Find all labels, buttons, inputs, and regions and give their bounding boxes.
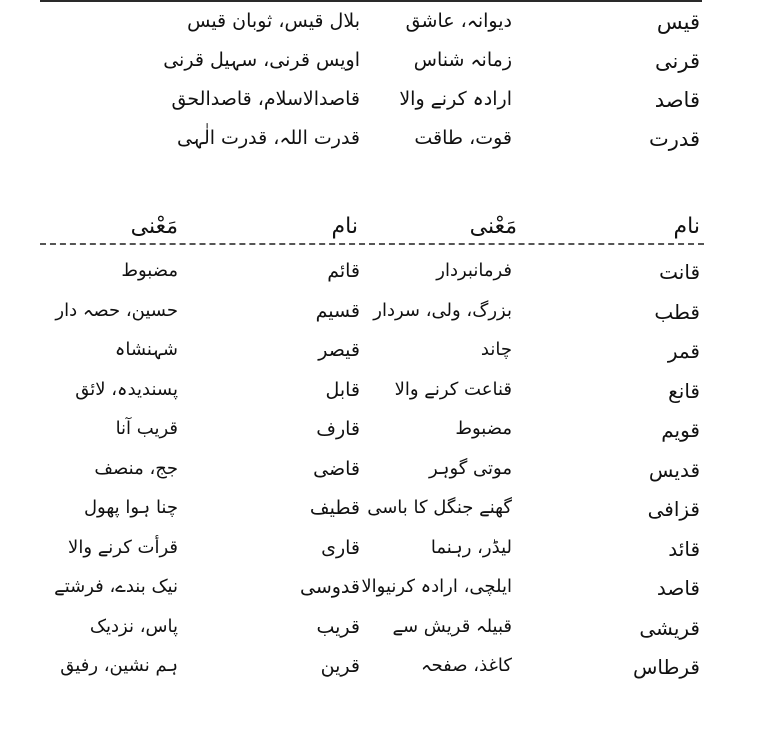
- name: قرنی: [655, 49, 700, 73]
- column-header-meaning-right: مَعْنی: [469, 214, 517, 239]
- name-left: قائم: [327, 260, 360, 282]
- name-left: قسیم: [315, 299, 360, 322]
- name-left: قاری: [321, 536, 360, 559]
- meaning-right: کاغذ، صفحہ: [420, 655, 512, 676]
- name-left: قطیف: [309, 497, 360, 519]
- table-row: [0, 258, 768, 298]
- column-header-name-left: نام: [331, 214, 358, 239]
- name-left: قرین: [320, 655, 360, 677]
- table-row: [0, 535, 768, 575]
- table-row: [0, 456, 768, 496]
- top-names-list: [0, 6, 768, 162]
- name-right: قویم: [661, 418, 700, 442]
- table-row: [0, 337, 768, 377]
- meaning-left: پاس، نزدیک: [89, 615, 178, 637]
- meaning-left: چنا ہوا پھول: [83, 497, 178, 518]
- name-right: قدیس: [648, 457, 700, 482]
- name-right: قزافی: [647, 497, 700, 521]
- example-names: قاصدالاسلام، قاصدالحق: [171, 88, 360, 110]
- meaning-right: ایلچی، ارادہ کرنیوالا: [361, 576, 512, 597]
- list-item: [0, 123, 768, 162]
- name-left: قاضی: [313, 457, 360, 480]
- meaning-right: لیڈر، رہنما: [430, 536, 512, 558]
- meaning-right: بزرگ، ولی، سردار: [373, 299, 512, 321]
- table-row: [0, 495, 768, 535]
- table-row: [0, 416, 768, 456]
- meaning: دیوانہ، عاشق: [405, 10, 512, 32]
- meaning-right: موتی گوہر: [428, 457, 512, 479]
- meaning: قوت، طاقت: [414, 127, 512, 149]
- name-left: قریب: [316, 615, 360, 638]
- name-right: قرطاس: [632, 655, 700, 679]
- name-right: قانع: [668, 378, 700, 403]
- name-left: قدوسی: [300, 576, 360, 598]
- meaning-right: چاند: [480, 339, 512, 360]
- meaning-left: شہنشاہ: [114, 339, 178, 360]
- meaning-right: گھنے جنگل کا باسی: [367, 497, 512, 518]
- meaning-left: قرأت کرنے والا: [68, 536, 178, 558]
- list-item: [0, 84, 768, 123]
- meaning-left: مضبوط: [121, 260, 178, 281]
- names-table: [0, 258, 768, 693]
- meaning-right: فرمانبردار: [436, 260, 512, 281]
- table-row: [0, 653, 768, 693]
- meaning-right: مضبوط: [455, 418, 512, 439]
- name-right: قاصد: [656, 576, 700, 600]
- name-left: قیصر: [318, 339, 360, 361]
- meaning-left: ہم نشین، رفیق: [60, 655, 178, 676]
- table-row: [0, 377, 768, 417]
- list-item: [0, 45, 768, 84]
- table-row: [0, 574, 768, 614]
- name-right: قمر: [667, 339, 700, 363]
- table-row: [0, 614, 768, 654]
- name: قیس: [656, 10, 700, 34]
- name-left: قارف: [316, 418, 360, 440]
- name-left: قابل: [325, 378, 360, 401]
- table-header: [0, 210, 768, 244]
- example-names: قدرت اللہ، قدرت الٰہی: [176, 127, 360, 149]
- meaning: زمانہ شناس: [413, 49, 512, 71]
- table-row: [0, 298, 768, 338]
- meaning-left: حسین، حصہ دار: [55, 299, 178, 321]
- name: قاصد: [654, 88, 700, 112]
- column-header-name-right: نام: [673, 214, 700, 239]
- meaning: ارادہ کرنے والا: [399, 88, 512, 110]
- name-right: قانت: [659, 260, 700, 284]
- name-right: قطب: [654, 299, 700, 324]
- meaning-left: جج، منصف: [94, 457, 178, 479]
- example-names: بلال قیس، ثوبان قیس: [187, 10, 360, 32]
- name: قدرت: [649, 127, 700, 151]
- column-header-meaning-left: مَعْنی: [130, 214, 178, 239]
- list-item: [0, 6, 768, 45]
- top-horizontal-rule: [40, 0, 702, 2]
- meaning-right: قناعت کرنے والا: [394, 378, 512, 400]
- name-right: قائد: [668, 536, 700, 561]
- meaning-left: قریب آنا: [115, 418, 178, 439]
- example-names: اویس قرنی، سہیل قرنی: [163, 49, 360, 71]
- meaning-left: نیک بندے، فرشتے: [54, 576, 178, 597]
- header-dashed-divider: [40, 243, 704, 245]
- meaning-right: قبیلہ قریش سے: [392, 615, 512, 637]
- name-right: قریشی: [639, 615, 700, 640]
- meaning-left: پسندیدہ، لائق: [75, 378, 178, 400]
